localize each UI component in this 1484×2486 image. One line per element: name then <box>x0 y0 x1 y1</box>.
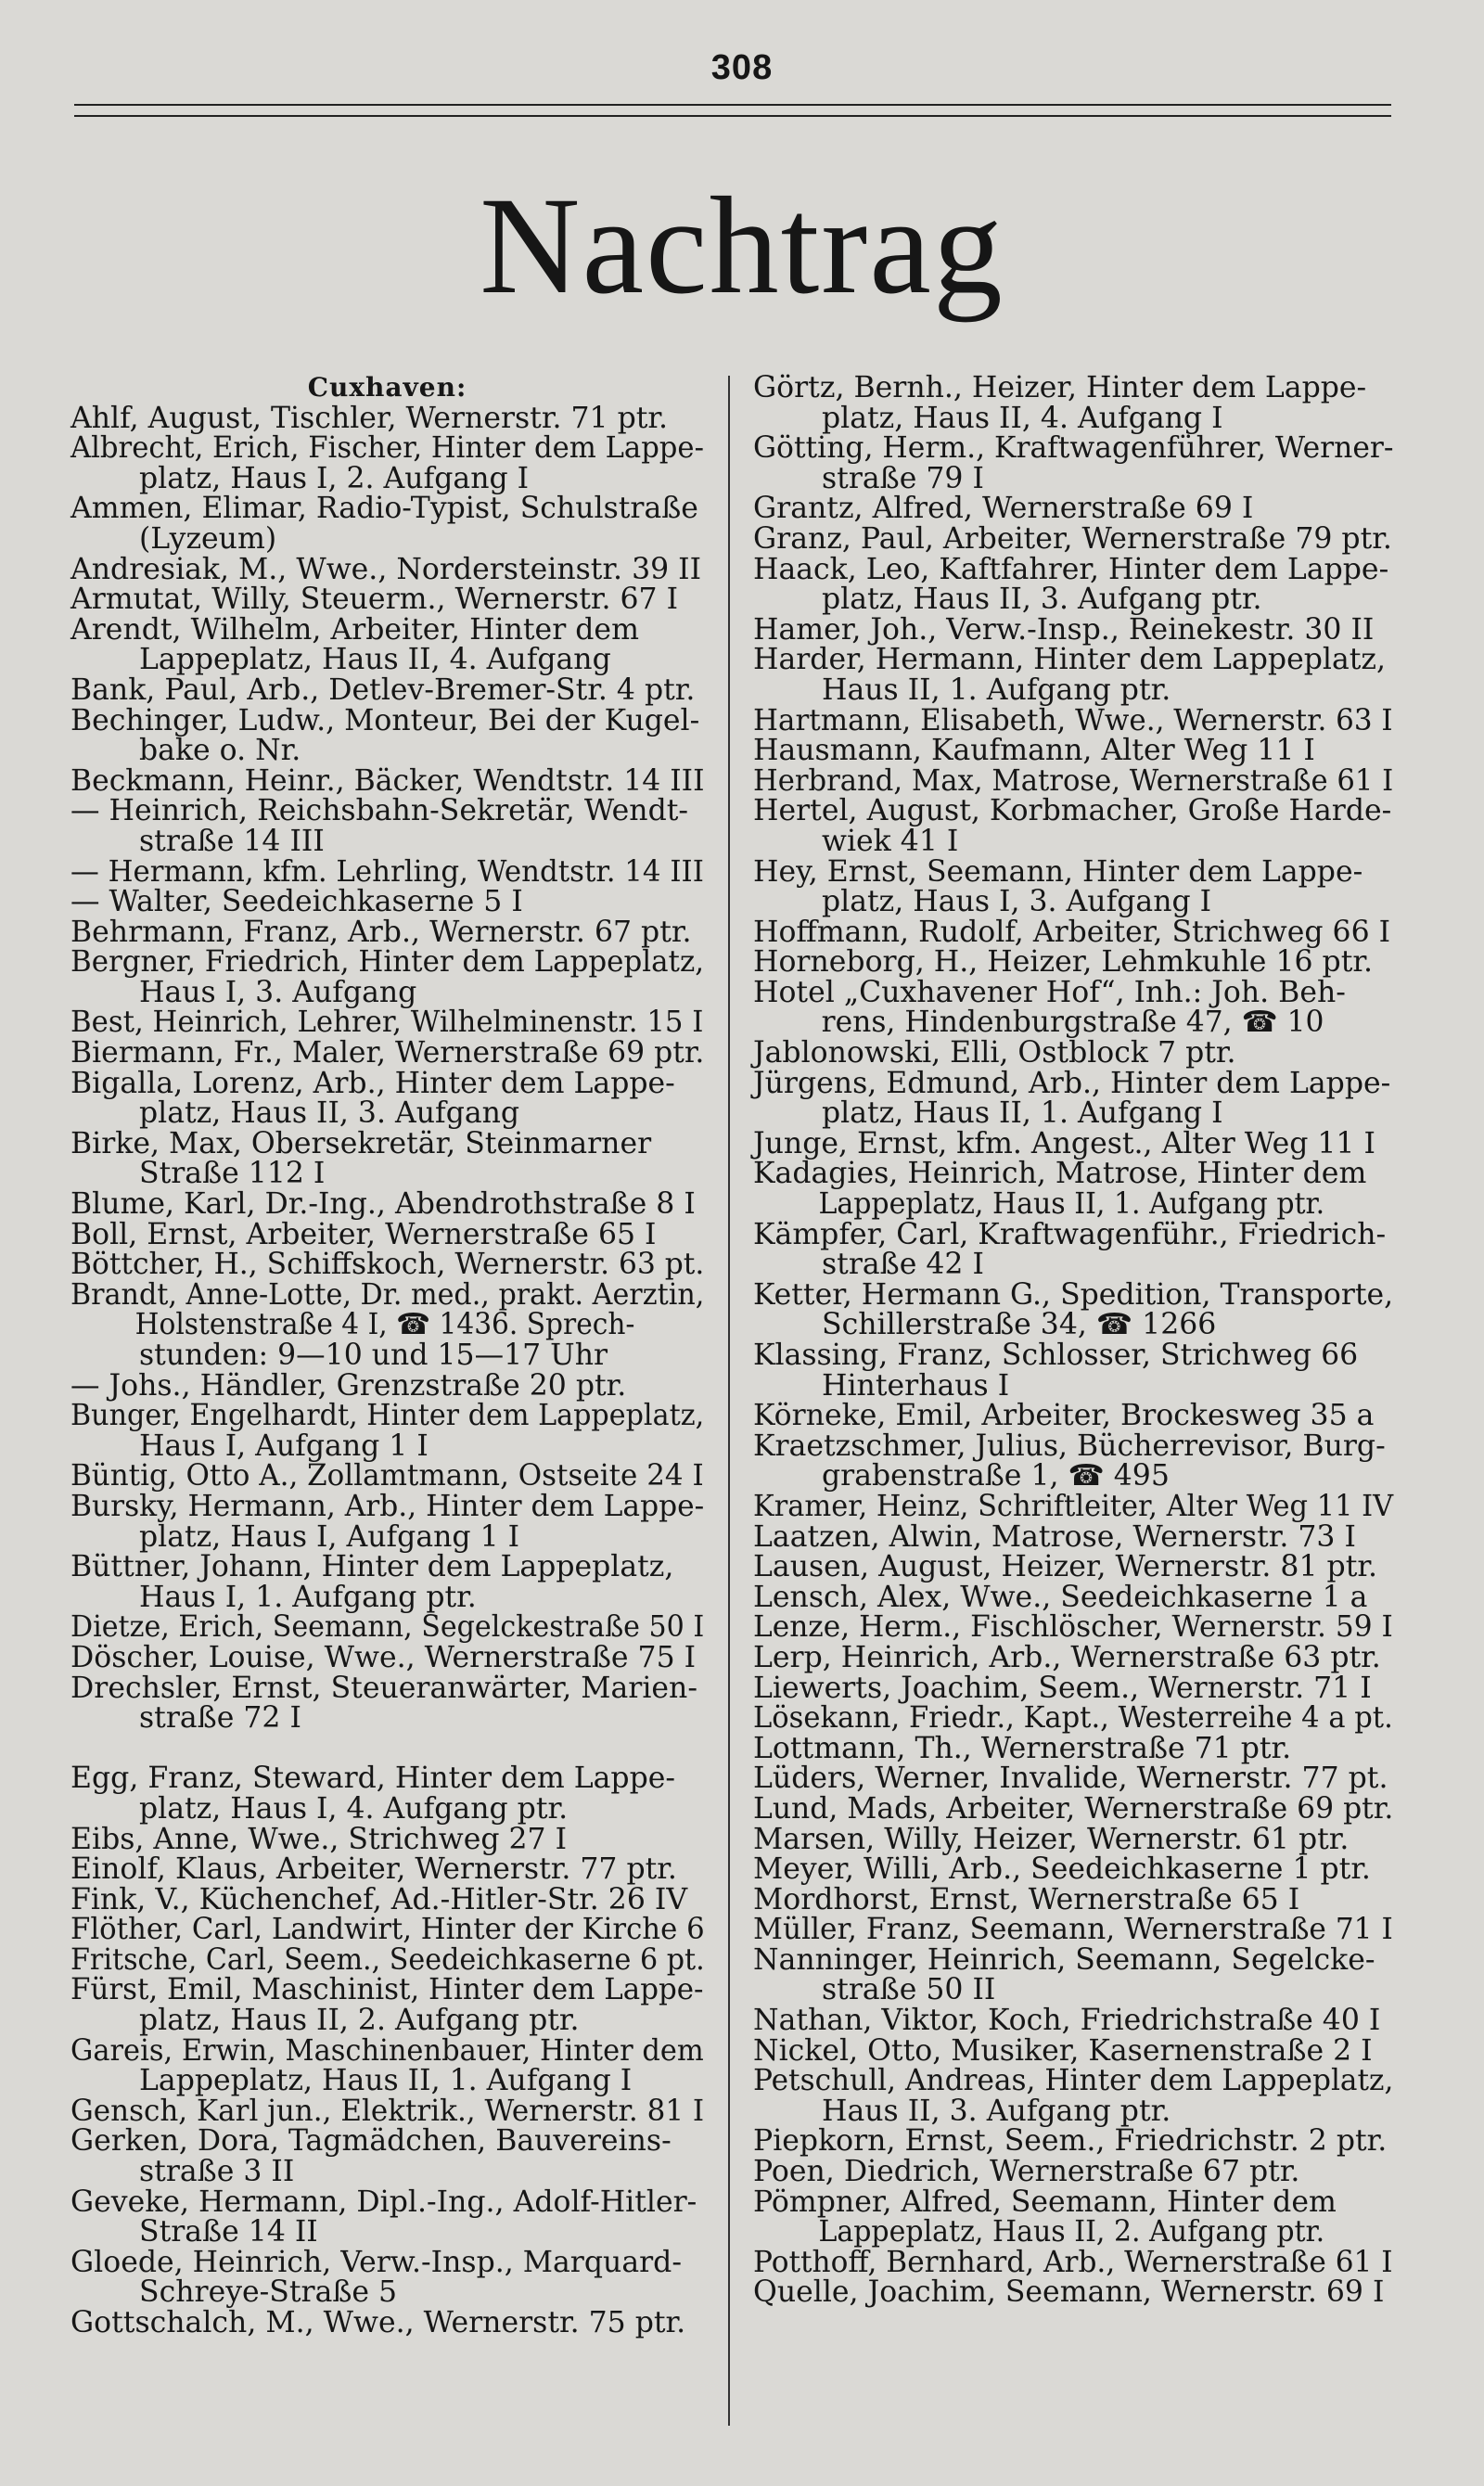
entry-continuation-line: Haus I, 3. Aufgang <box>139 975 417 1009</box>
directory-entry <box>753 1552 1393 1583</box>
directory-entry <box>70 2308 704 2339</box>
entry-line: — Hermann, kfm. Lehrling, Wendtstr. 14 III <box>70 854 704 889</box>
entry-line: Lensch, Alex, Wwe., Seedeichkaserne 1 a <box>753 1580 1368 1614</box>
directory-entry <box>70 1217 704 1251</box>
entry-continuation-line: Haus I, Aufgang 1 I <box>139 1429 429 1463</box>
entry-line: Hartmann, Elisabeth, Wwe., Wernerstr. 63 I <box>753 703 1393 737</box>
entry-line: Hoffmann, Rudolf, Arbeiter, Strichweg 66 I <box>753 915 1391 949</box>
page-title: Nachtrag <box>480 169 1004 323</box>
directory-entry <box>70 1640 704 1674</box>
entry-line: Lösekann, Friedr., Kapt., Westerreihe 4 a pt. <box>753 1701 1393 1736</box>
entry-continuation-line: Lappeplatz, Haus II, 2. Aufgang ptr. <box>818 2215 1325 2249</box>
directory-entry <box>753 2157 1393 2187</box>
entry-line: Haack, Leo, Kaftfahrer, Hinter dem Lappe- <box>753 552 1389 586</box>
directory-entry <box>753 1791 1394 1826</box>
entry-line: Hausmann, Kaufmann, Alter Weg 11 I <box>753 734 1315 768</box>
entry-continuation-line: platz, Haus I, Aufgang 1 I <box>139 1519 520 1554</box>
entry-line: Drechsler, Ernst, Steueranwärter, Marien- <box>70 1671 697 1705</box>
directory-entry <box>753 1731 1393 1765</box>
entry-line: Lund, Mads, Arbeiter, Wernerstraße 69 ptr. <box>753 1791 1394 1826</box>
directory-entry <box>753 1401 1393 1431</box>
left-entries <box>70 401 705 2339</box>
directory-entry <box>753 1822 1393 1856</box>
directory-entry <box>70 703 704 768</box>
entry-line: Hamer, Joh., Verw.-Insp., Reinekestr. 30 II <box>753 612 1375 647</box>
entry-continuation-line: rens, Hindenburgstraße 47, ☎ 10 <box>821 1006 1324 1040</box>
directory-entry <box>70 1673 704 1734</box>
entry-line: Görtz, Bernh., Heizer, Hinter dem Lappe- <box>753 371 1367 404</box>
directory-entry <box>753 1640 1393 1674</box>
directory-entry <box>70 1249 704 1280</box>
directory-entry <box>753 1612 1393 1643</box>
entry-line: Potthoff, Bernhard, Arb., Wernerstraße 61 I <box>753 2245 1393 2279</box>
entry-line: Hotel „Cuxhavener Hof“, Inh.: Joh. Beh- <box>753 975 1346 1009</box>
directory-entry <box>70 2187 704 2248</box>
directory-entry <box>70 1882 704 1916</box>
entry-line: — Walter, Seedeichkaserne 5 I <box>70 885 523 919</box>
directory-entry <box>753 2033 1393 2068</box>
directory-entry <box>70 1489 705 1554</box>
entry-line: Liewerts, Joachim, Seem., Wernerstr. 71 I <box>753 1671 1372 1705</box>
entry-line: Petschull, Andreas, Hinter dem Lappeplatz, <box>753 2064 1394 2098</box>
entry-continuation-line: platz, Haus II, 4. Aufgang I <box>822 401 1223 435</box>
entry-line: Lüders, Werner, Invalide, Wernerstr. 77 pt. <box>753 1762 1388 1796</box>
directory-entry <box>70 887 704 917</box>
section-heading: Cuxhaven: <box>307 372 467 403</box>
directory-entry <box>753 736 1393 766</box>
directory-entry <box>753 975 1393 1040</box>
entry-line: Körneke, Emil, Arbeiter, Brockesweg 35 a <box>753 1399 1375 1433</box>
entry-line: Flöther, Carl, Landwirt, Hinter der Kirche 6 <box>70 1913 705 1947</box>
directory-entry <box>70 1612 704 1643</box>
directory-entry <box>70 675 704 706</box>
entry-line: Götting, Herm., Kraftwagenführer, Werner- <box>753 431 1394 466</box>
entry-continuation-line: platz, Haus I, 4. Aufgang ptr. <box>139 1791 569 1826</box>
directory-entry <box>753 373 1393 433</box>
entry-line: Döscher, Louise, Wwe., Wernerstraße 75 I <box>70 1640 697 1674</box>
entry-line: Fürst, Emil, Maschinist, Hinter dem Lappe- <box>70 1973 704 2007</box>
entry-continuation-line: bake o. Nr. <box>139 734 301 768</box>
entry-line: Boll, Ernst, Arbeiter, Wernerstraße 65 I <box>70 1217 657 1251</box>
entry-line: Geveke, Hermann, Dipl.-Ing., Adolf-Hitler- <box>70 2185 697 2219</box>
entry-line: Büttner, Johann, Hinter dem Lappeplatz, <box>70 1550 674 1584</box>
directory-entry <box>70 917 704 948</box>
entry-line: Grantz, Alfred, Wernerstraße 69 I <box>753 492 1254 526</box>
entry-line: Bigalla, Lorenz, Arb., Hinter dem Lappe- <box>70 1066 675 1100</box>
entry-line: Armutat, Willy, Steuerm., Wernerstr. 67 I <box>70 583 679 617</box>
entry-continuation-line: platz, Haus II, 3. Aufgang ptr. <box>822 583 1262 617</box>
directory-entry <box>70 1066 704 1131</box>
entry-continuation-line: straße 3 II <box>139 2155 295 2189</box>
entry-line: Eibs, Anne, Wwe., Strichweg 27 I <box>70 1822 568 1856</box>
directory-entry <box>70 1038 704 1069</box>
directory-entry <box>70 1007 704 1038</box>
entry-line: Andresiak, M., Wwe., Nordersteinstr. 39 II <box>70 552 702 586</box>
entry-line: Jablonowski, Elli, Ostblock 7 ptr. <box>753 1036 1236 1070</box>
entry-line: Bursky, Hermann, Arb., Hinter dem Lappe- <box>70 1489 705 1523</box>
directory-entry <box>70 1763 704 1824</box>
directory-entry <box>753 763 1394 798</box>
entry-line: Kadagies, Heinrich, Matrose, Hinter dem <box>753 1157 1367 1191</box>
directory-entry <box>753 854 1393 919</box>
entry-line: Nanninger, Heinrich, Seemann, Segelcke- <box>753 1942 1375 1977</box>
entry-line: Jürgens, Edmund, Arb., Hinter dem Lappe- <box>753 1066 1391 1100</box>
entry-line: Böttcher, H., Schiffskoch, Wernerstr. 63 pt. <box>70 1248 705 1282</box>
entry-gap <box>70 1734 704 1764</box>
directory-entry <box>753 1277 1394 1342</box>
right-entries <box>753 373 1393 2308</box>
entry-line: Bank, Paul, Arb., Detlev-Bremer-Str. 4 ptr. <box>70 673 696 707</box>
directory-entry <box>753 703 1393 737</box>
entry-line: Klassing, Franz, Schlosser, Strichweg 66 <box>753 1339 1359 1372</box>
directory-entry <box>753 1519 1393 1554</box>
directory-entry <box>70 1942 705 1977</box>
directory-entry <box>753 947 1393 978</box>
directory-entry <box>70 433 704 493</box>
entry-continuation-line: Lappeplatz, Haus II, 1. Aufgang ptr. <box>818 1187 1325 1222</box>
right-column <box>753 373 1393 2308</box>
entry-line: Horneborg, H., Heizer, Lehmkuhle 16 ptr. <box>753 945 1373 980</box>
directory-entry <box>70 1277 705 1372</box>
entry-line: Gerken, Dora, Tagmädchen, Bauvereins- <box>70 2124 672 2159</box>
directory-entry <box>70 2245 704 2310</box>
entry-line: Behrmann, Franz, Arb., Wernerstr. 67 ptr. <box>70 915 692 949</box>
entry-continuation-line: grabenstraße 1, ☎ 495 <box>822 1459 1170 1493</box>
directory-entry <box>70 401 704 435</box>
entry-line: Meyer, Willi, Arb., Seedeichkaserne 1 ptr. <box>753 1852 1371 1887</box>
entry-line: Gensch, Karl jun., Elektrik., Wernerstr. 81 I <box>70 2094 705 2128</box>
entry-line: Bergner, Friedrich, Hinter dem Lappeplatz, <box>70 945 705 980</box>
directory-entry <box>70 612 704 677</box>
entry-continuation-line: Haus II, 3. Aufgang ptr. <box>822 2094 1171 2128</box>
entry-line: Nathan, Viktor, Koch, Friedrichstraße 40 I <box>753 2004 1381 2038</box>
entry-line: Harder, Hermann, Hinter dem Lappeplatz, <box>753 643 1387 677</box>
directory-entry <box>753 1854 1393 1885</box>
entry-continuation-line: straße 79 I <box>822 461 984 495</box>
entry-line: Ahlf, August, Tischler, Wernerstr. 71 ptr. <box>70 401 668 435</box>
directory-entry <box>753 917 1393 948</box>
entry-continuation-line: straße 50 II <box>822 1973 996 2007</box>
entry-continuation-line: Haus I, 1. Aufgang ptr. <box>139 1580 477 1614</box>
entry-line: Blume, Karl, Dr.-Ing., Abendrothstraße 8 I <box>70 1187 696 1222</box>
entry-continuation-line: platz, Haus I, 2. Aufgang I <box>139 461 530 495</box>
entry-continuation-line: (Lyzeum) <box>139 521 277 556</box>
entry-line: Kraetzschmer, Julius, Bücherrevisor, Burg- <box>753 1429 1386 1463</box>
entry-line: Albrecht, Erich, Fischer, Hinter dem Lappe- <box>70 431 704 466</box>
entry-continuation-line: Lappeplatz, Haus II, 4. Aufgang <box>139 643 611 677</box>
entry-line: Egg, Franz, Steward, Hinter dem Lappe- <box>70 1762 676 1796</box>
entry-line: — Johs., Händler, Grenzstraße 20 ptr. <box>70 1368 627 1403</box>
directory-entry <box>753 645 1393 705</box>
directory-entry <box>753 1580 1393 1614</box>
entry-continuation-line: straße 42 I <box>822 1248 984 1282</box>
directory-entry <box>70 1401 704 1461</box>
directory-entry <box>753 2066 1393 2126</box>
entry-line: Poen, Diedrich, Wernerstraße 67 ptr. <box>753 2155 1300 2189</box>
entry-line: Bunger, Engelhardt, Hinter dem Lappeplatz, <box>70 1399 705 1433</box>
entry-line: Beckmann, Heinr., Bäcker, Wendtstr. 14 III <box>70 763 705 798</box>
directory-entry <box>753 521 1393 556</box>
directory-entry <box>753 1157 1393 1222</box>
entry-line: Nickel, Otto, Musiker, Kasernenstraße 2 I <box>753 2033 1373 2068</box>
entry-continuation-line: stunden: 9—10 und 15—17 Uhr <box>139 1339 608 1372</box>
entry-line: Lausen, August, Heizer, Wernerstr. 81 ptr. <box>753 1550 1377 1584</box>
left-column <box>70 373 704 2339</box>
directory-entry <box>753 2277 1393 2308</box>
entry-line: Arendt, Wilhelm, Arbeiter, Hinter dem <box>70 612 639 647</box>
entry-line: Ammen, Elimar, Radio-Typist, Schulstraße <box>70 492 698 526</box>
entry-continuation-line: Schreye-Straße 5 <box>139 2275 398 2310</box>
entry-line: Ketter, Hermann G., Spedition, Transporte, <box>753 1277 1394 1312</box>
directory-entry <box>753 612 1393 647</box>
directory-entry <box>70 854 704 889</box>
entry-line: Junge, Ernst, kfm. Angest., Alter Weg 11 I <box>753 1126 1375 1160</box>
directory-entry <box>753 796 1393 856</box>
entry-continuation-line: Lappeplatz, Haus II, 1. Aufgang I <box>139 2064 633 2098</box>
entry-line: Gareis, Erwin, Maschinenbauer, Hinter dem <box>70 2033 704 2068</box>
entry-line: Marsen, Willy, Heizer, Wernerstr. 61 ptr. <box>753 1822 1350 1856</box>
directory-entry <box>70 1854 704 1885</box>
directory-entry <box>70 1126 704 1191</box>
directory-entry <box>753 552 1393 617</box>
directory-entry <box>753 1673 1393 1704</box>
directory-entry <box>753 1942 1393 2007</box>
entry-line: Bechinger, Ludw., Monteur, Bei der Kugel- <box>70 703 700 737</box>
entry-line: Gloede, Heinrich, Verw.-Insp., Marquard- <box>70 2245 682 2279</box>
directory-entry <box>753 493 1393 524</box>
entry-continuation-line: straße 72 I <box>139 1701 301 1736</box>
entry-continuation-line: Holstenstraße 4 I, ☎ 1436. Sprech- <box>134 1308 635 1342</box>
entry-continuation-line: straße 14 III <box>139 824 325 858</box>
directory-entry <box>70 2033 704 2098</box>
entry-line: Lerp, Heinrich, Arb., Wernerstraße 63 ptr. <box>753 1640 1381 1674</box>
entry-line: Quelle, Joachim, Seemann, Wernerstr. 69 I <box>753 2275 1385 2310</box>
entry-continuation-line: platz, Haus II, 2. Aufgang ptr. <box>139 2004 580 2038</box>
directory-entry <box>753 1763 1393 1794</box>
entry-line: Pömpner, Alfred, Seemann, Hinter dem <box>753 2185 1337 2219</box>
entry-line: Fritsche, Carl, Seem., Seedeichkaserne 6 pt. <box>70 1942 705 1977</box>
entry-continuation-line: platz, Haus II, 3. Aufgang <box>139 1096 520 1131</box>
entry-continuation-line: Schillerstraße 34, ☎ 1266 <box>822 1308 1217 1342</box>
directory-entry <box>753 1038 1393 1069</box>
directory-entry <box>70 552 704 586</box>
directory-entry <box>70 584 704 615</box>
directory-entry <box>70 763 705 798</box>
entry-continuation-line: Straße 14 II <box>139 2215 318 2249</box>
directory-entry <box>70 1915 704 1945</box>
entry-line: Einolf, Klaus, Arbeiter, Wernerstr. 77 ptr. <box>70 1852 677 1887</box>
entry-continuation-line: wiek 41 I <box>822 824 959 858</box>
directory-entry <box>753 433 1393 493</box>
entry-continuation-line: platz, Haus II, 1. Aufgang I <box>822 1096 1223 1131</box>
entry-line: Birke, Max, Obersekretär, Steinmarner <box>70 1126 652 1160</box>
directory-entry <box>753 2245 1393 2279</box>
directory-entry <box>753 1217 1393 1282</box>
entry-line: Lenze, Herm., Fischlöscher, Wernerstr. 59 I <box>753 1610 1393 1645</box>
entry-line: Fink, V., Küchenchef, Ad.-Hitler-Str. 26 IV <box>70 1882 688 1916</box>
entry-line: Kämpfer, Carl, Kraftwagenführ., Friedrich- <box>753 1217 1387 1251</box>
entry-line: Dietze, Erich, Seemann, Segelckestraße 50 I <box>70 1610 705 1645</box>
directory-entry <box>753 1126 1393 1160</box>
entry-continuation-line: Hinterhaus I <box>822 1368 1010 1403</box>
directory-entry <box>70 1368 704 1403</box>
entry-continuation-line: Haus II, 1. Aufgang ptr. <box>822 673 1171 707</box>
entry-line: Gottschalch, M., Wwe., Wernerstr. 75 ptr. <box>70 2306 686 2339</box>
directory-entry <box>753 1489 1394 1523</box>
directory-entry <box>753 1703 1393 1734</box>
directory-entry <box>753 2126 1393 2157</box>
directory-entry <box>70 947 704 1007</box>
directory-entry <box>753 1882 1393 1916</box>
directory-entry <box>70 1189 704 1220</box>
directory-entry <box>70 2124 704 2189</box>
entry-line: Laatzen, Alwin, Matrose, Wernerstr. 73 I <box>753 1519 1356 1554</box>
directory-entry <box>753 1431 1393 1492</box>
entry-line: Hertel, August, Korbmacher, Große Harde- <box>753 794 1392 828</box>
header-rule-top <box>74 104 1391 106</box>
entry-continuation-line: Straße 112 I <box>139 1157 326 1191</box>
column-divider <box>728 376 730 2426</box>
entry-line: Mordhorst, Ernst, Wernerstraße 65 I <box>753 1882 1300 1916</box>
entry-line: Brandt, Anne-Lotte, Dr. med., prakt. Aerztin, <box>70 1277 705 1312</box>
page-number: 308 <box>710 48 774 87</box>
entry-line: Best, Heinrich, Lehrer, Wilhelminenstr. 15 I <box>70 1006 704 1040</box>
entry-line: Granz, Paul, Arbeiter, Wernerstraße 79 ptr. <box>753 521 1392 556</box>
entry-line: — Heinrich, Reichsbahn-Sekretär, Wendt- <box>70 794 689 828</box>
directory-entry <box>70 796 704 856</box>
directory-entry <box>753 2187 1393 2248</box>
directory-entry <box>753 1915 1393 1945</box>
entry-line: Hey, Ernst, Seemann, Hinter dem Lappe- <box>753 854 1363 889</box>
directory-entry <box>753 2005 1393 2036</box>
entry-continuation-line: platz, Haus I, 3. Aufgang I <box>822 885 1212 919</box>
entry-line: Müller, Franz, Seemann, Wernerstraße 71 I <box>753 1913 1393 1947</box>
entry-line: Kramer, Heinz, Schriftleiter, Alter Weg 11 IV <box>753 1489 1394 1523</box>
entry-line: Herbrand, Max, Matrose, Wernerstraße 61 I <box>753 763 1394 798</box>
entry-line: Piepkorn, Ernst, Seem., Friedrichstr. 2 ptr. <box>753 2124 1388 2159</box>
header-rule-bottom <box>74 115 1391 117</box>
entry-line: Büntig, Otto A., Zollamtmann, Ostseite 24 I <box>70 1459 704 1493</box>
directory-entry <box>70 1461 704 1492</box>
directory-entry <box>753 1340 1393 1401</box>
directory-entry <box>70 2096 704 2127</box>
directory-entry <box>70 493 704 554</box>
entry-line: Lottmann, Th., Wernerstraße 71 ptr. <box>753 1731 1292 1765</box>
directory-entry <box>70 1552 704 1612</box>
directory-entry <box>70 1822 704 1856</box>
directory-entry <box>70 1973 704 2038</box>
directory-entry <box>753 1066 1393 1131</box>
entry-line: Biermann, Fr., Maler, Wernerstraße 69 ptr. <box>70 1036 705 1070</box>
